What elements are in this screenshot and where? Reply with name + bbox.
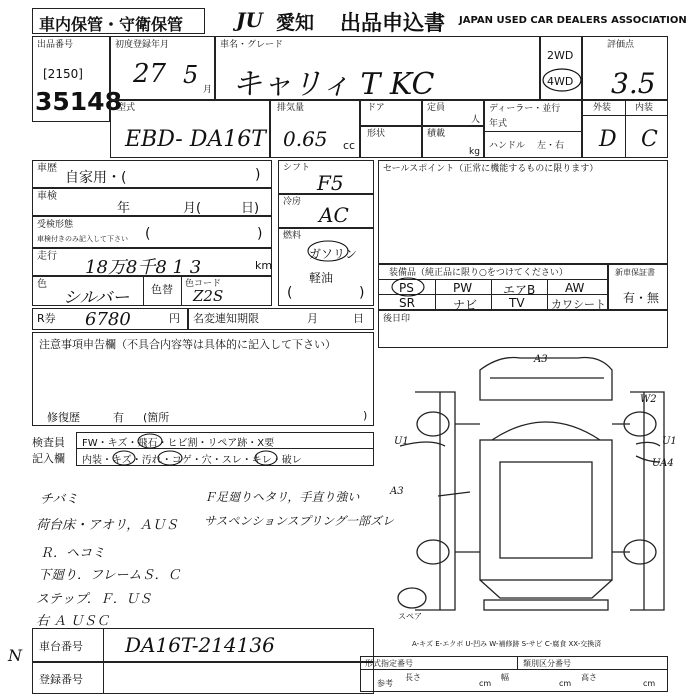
chassis-row: 車台番号 DA16T-214136 xyxy=(32,628,374,662)
inspect-row: 車検 年 月( 日) xyxy=(32,188,272,216)
score-label: 評価点 xyxy=(607,40,635,50)
back-box: 後日印 xyxy=(378,310,668,348)
mark-mid: A3 xyxy=(390,486,404,497)
cargo-unit: kg xyxy=(469,147,480,157)
shift-value: F5 xyxy=(317,171,344,195)
door-label: ドア xyxy=(367,103,385,113)
form-title-en: JAPAN USED CAR DEALERS ASSOCIATION xyxy=(459,15,687,26)
mileage-value: 18万8千8 1 3 xyxy=(85,257,202,278)
mileage-label: 走行 xyxy=(37,251,57,262)
disp-box xyxy=(270,100,360,158)
dealer-label: ディーラー・並行 xyxy=(489,104,561,114)
n-mark: N xyxy=(8,646,22,665)
dealer-box xyxy=(484,100,582,158)
equip-pw: PW xyxy=(453,281,473,295)
int-label: 内装 xyxy=(635,103,654,113)
car-name: キャリィ T KC xyxy=(232,67,435,102)
reg-row: 登録番号 xyxy=(32,662,374,694)
fuel-value: ガソリン xyxy=(309,247,358,261)
equip-aw: AW xyxy=(565,281,585,295)
hw-note-4: 下廻り．フレームＳ．Ｃ xyxy=(38,568,181,583)
color-code: Z2S xyxy=(193,287,224,305)
int-score: C xyxy=(641,127,658,152)
warranty-label: 受検形態 xyxy=(37,220,74,230)
score: 3.5 xyxy=(611,67,656,100)
hw-note-6: 右 Ａ ＵＳＣ xyxy=(36,614,110,629)
disp-label: 排気量 xyxy=(277,103,305,113)
inspect-label: 車検 xyxy=(37,191,57,202)
mark-right-top: W2 xyxy=(640,394,657,405)
handle-label: ハンドル xyxy=(489,141,526,151)
chassis-no: DA16T-214136 xyxy=(125,633,275,657)
equip-navi: ナビ xyxy=(453,298,478,312)
lot-box xyxy=(32,36,122,122)
car-name-label: 車名・グレード xyxy=(220,40,284,50)
ext-label: 外装 xyxy=(593,103,612,113)
color-label: 色 xyxy=(37,279,47,290)
ext-score: D xyxy=(599,127,617,152)
model-label: 型式 xyxy=(117,103,136,113)
drive-2wd: 2WD xyxy=(547,49,574,62)
seats-box xyxy=(422,100,484,126)
seats-unit: 人 xyxy=(471,115,481,125)
damage-legend: A-キズ E-エクボ U-凹み W-補修跡 S-サビ C-腐食 XX-交換済 xyxy=(412,640,602,648)
recycle-value: 6780 xyxy=(85,309,131,330)
header-title-left: 車内保管・守衛保管 xyxy=(39,15,184,34)
history-row: 車歴 自家用・( ) xyxy=(32,160,272,188)
equip-tv: TV xyxy=(509,296,525,310)
ext-int-box xyxy=(582,100,668,158)
form-title: 出品申込書 xyxy=(340,11,445,35)
equip-airbag: エアB xyxy=(503,283,536,297)
hw-note-1: チバミ xyxy=(40,492,79,507)
new-warranty-box: 新車保証書 有・無 xyxy=(608,264,668,310)
first-reg-label: 初度登録年月 xyxy=(115,40,170,50)
equip-seat: カワシート xyxy=(551,298,606,311)
shape-label: 形状 xyxy=(367,129,386,139)
first-reg-box xyxy=(110,36,215,100)
month-unit: 月 xyxy=(203,85,213,95)
history-label: 車歴 xyxy=(37,163,57,174)
sales-box: セールスポイント（正常に機能するものに限ります） xyxy=(378,160,668,264)
history-value: 自家用・( xyxy=(65,170,127,186)
inspect-line2: 内装・キズ・汚れ・コゲ・穴・スレ・キレ・破レ xyxy=(82,455,302,466)
hw-note-7: Ｆ足廻りヘタリ，手直り強い xyxy=(204,490,360,504)
fuel-box: 燃料 ガソリン 軽油 ( ) xyxy=(278,228,374,306)
disp-unit: cc xyxy=(343,139,356,152)
ac-box: 冷房 AC xyxy=(278,194,374,228)
drive-box xyxy=(540,36,582,100)
hw-note-2: 荷台床・アオリ，ＡＵＳ xyxy=(36,518,179,533)
mark-top: A3 xyxy=(534,354,548,365)
bottom-ref: 形式指定番号 類別区分番号 参考 長さ cm 幅 cm 高さ cm xyxy=(360,656,668,692)
score-box xyxy=(582,36,668,100)
lot-no-label: 出品番号 xyxy=(37,40,74,50)
cargo-label: 積載 xyxy=(427,129,446,139)
door-box xyxy=(360,100,422,126)
shape-box xyxy=(360,126,422,158)
notes-box: 注意事項申告欄（不具合内容等は具体的に記入して下さい） 修復歴 有 (箇所 ) xyxy=(32,332,374,426)
year-label: 年式 xyxy=(489,119,508,129)
handle-opts: 左・右 xyxy=(537,141,565,151)
inspect-line1: FW・キズ・飛石・ヒビ割・リペア跡・X要 xyxy=(82,438,275,449)
inspection-row: 検査員 記入欄 FW・キズ・飛石・ヒビ割・リペア跡・X要 内装・キズ・汚れ・コゲ・穴・スレ・キレ・破レ xyxy=(32,432,374,468)
hw-note-8: サスペンションスプリング一部ズレ xyxy=(204,514,394,528)
hw-note-5: ステップ．Ｆ．ＵＳ xyxy=(36,592,152,607)
seats-label: 定員 xyxy=(427,103,446,113)
hw-note-3: Ｒ．ヘコミ xyxy=(40,546,106,561)
mark-left: U1 xyxy=(394,436,409,447)
car-name-box xyxy=(215,36,540,100)
transfer-row: 名変連知期限 月 日 xyxy=(188,308,374,330)
fuel-alt: 軽油 xyxy=(309,271,334,285)
cargo-box xyxy=(422,126,484,158)
mark-right2: UA4 xyxy=(652,458,674,469)
equip-sr: SR xyxy=(399,296,415,310)
color-value: シルバー xyxy=(63,288,130,308)
warranty-row: 受検形態 車検付きのみ記入して下さい ( ) xyxy=(32,216,272,248)
equipment-box: 装備品（純正品に限り○をつけてください） PS PW エアB AW SR ナビ TV カワシート xyxy=(378,264,608,310)
lot-sub: [2150] xyxy=(43,67,83,81)
model: EBD- DA16T xyxy=(125,127,266,152)
mark-right: U1 xyxy=(662,436,677,447)
mileage-row: 走行 18万8千8 1 3 km xyxy=(32,248,272,276)
equip-ps: PS xyxy=(399,281,414,295)
spare-label: スペア xyxy=(398,612,422,621)
org-name: 愛知 xyxy=(276,12,315,34)
shift-box: シフト F5 xyxy=(278,160,374,194)
drive-4wd: 4WD xyxy=(547,75,574,88)
header-title-box xyxy=(32,8,205,34)
ac-value: AC xyxy=(319,203,349,227)
color-row: 色 シルバー 色替 色コード Z2S xyxy=(32,276,272,306)
recycle-row: R券 6780 円 xyxy=(32,308,188,330)
ju-logo: JU xyxy=(236,8,263,32)
first-reg-month: 5 xyxy=(183,61,199,89)
disp: 0.65 xyxy=(283,127,328,151)
first-reg-year: 27 xyxy=(133,59,167,89)
lot-no: 35148 xyxy=(35,87,122,116)
model-box xyxy=(110,100,270,158)
